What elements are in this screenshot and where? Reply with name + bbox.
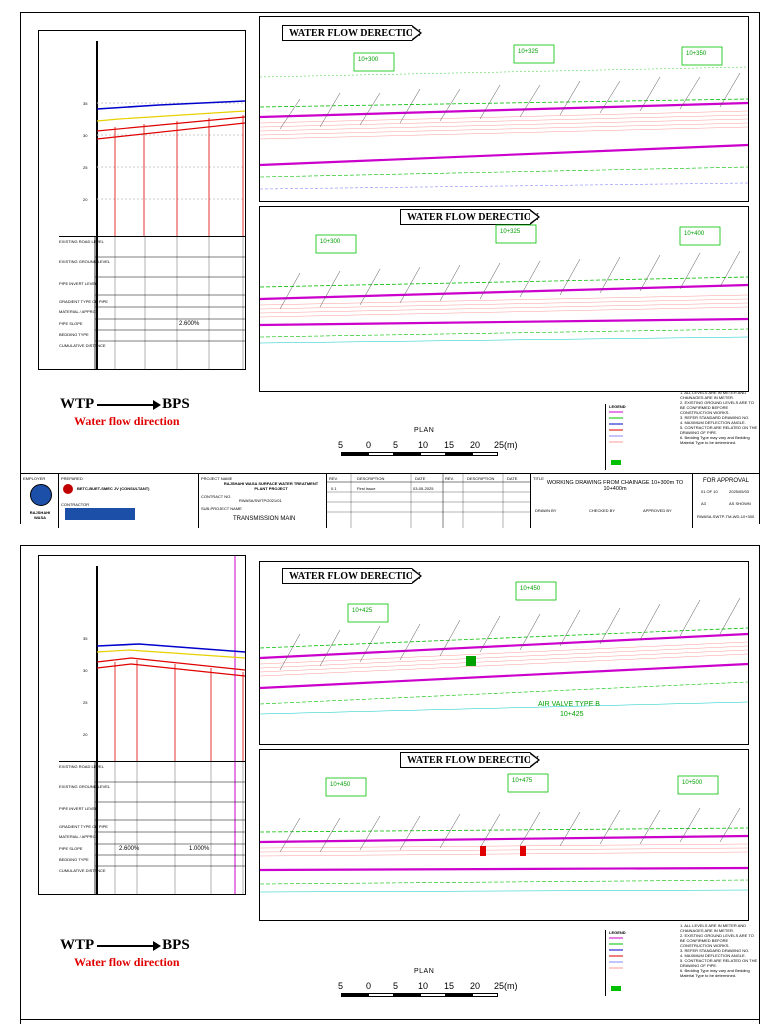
wtp-label: WTP xyxy=(60,396,95,412)
project-label: PROJECT NAME xyxy=(201,476,233,481)
callout-top-1: 10+425 xyxy=(352,608,373,614)
longitudinal-profile xyxy=(38,555,246,895)
scale-tick: 20 xyxy=(470,440,481,450)
plan-label: PLAN xyxy=(414,427,435,434)
scale-bar xyxy=(338,440,518,462)
scale-bar xyxy=(338,981,518,1003)
scale-tick: 15 xyxy=(444,440,455,450)
profile-axis-35: 35 xyxy=(83,636,88,641)
water-flow-direction-text: Water flow direction xyxy=(74,414,180,428)
paper-size: A3 xyxy=(701,501,706,506)
pipe-slope-value-2: 1.000% xyxy=(189,846,210,852)
profile-axis-25: 25 xyxy=(83,165,88,170)
legend-title: LEGEND xyxy=(609,404,626,409)
pipe-slope-value: 2.600% xyxy=(119,846,140,852)
subproject-name: TRANSMISSION MAIN xyxy=(233,516,296,522)
notes: 1. ALL LEVELS ARE IN METER AND CHAINAGES ARE IN METER. 2. EXISTING GROUND LEVELS ARE TO BE CONFIRMED BEFORE CONSTRUCTION WORKS. 3. REFER STANDARD DRAWING NO. 4. MAXIMUM DEFLECTION ANGLE. 5. CONTRACTOR ARE RELATED ON THE DRAWING OF PIPE. 6. Bedding Type may vary and Bedding Material Type to be determined. xyxy=(680,923,758,978)
water-flow-direction-text: Water flow direction xyxy=(74,955,180,969)
profile-axis-25: 25 xyxy=(83,700,88,705)
sheet-gap xyxy=(0,528,768,545)
contract-no: RWASA/SWTP/2021/01 xyxy=(239,498,282,503)
legend xyxy=(605,404,676,470)
date-col: DATE xyxy=(415,476,426,481)
row-label-gradient: GRADIENT TYPE OF PIPE xyxy=(59,824,108,829)
row-label-road-level: EXISTING ROAD LEVEL xyxy=(59,239,104,244)
scale-tick: 0 xyxy=(366,981,372,991)
title-label: TITLE xyxy=(533,476,544,481)
callout-bottom-3: 10+400 xyxy=(684,231,705,237)
flow-wtp-bps xyxy=(60,396,190,413)
scale-tick: 5 xyxy=(338,981,344,991)
profile-axis-30: 30 xyxy=(83,133,88,138)
plan-view-bottom xyxy=(259,206,749,392)
callout-top-3: 10+350 xyxy=(686,51,707,57)
scale-tick: 0 xyxy=(366,440,372,450)
pipe-slope-value: 2.600% xyxy=(179,321,200,327)
row-label-road-level: EXISTING ROAD LEVEL xyxy=(59,764,104,769)
callout-bottom-3: 10+500 xyxy=(682,780,703,786)
rev-col: REV. xyxy=(329,476,338,481)
scale-tick: 5 xyxy=(393,981,399,991)
drawing-title: WORKING DRAWING FROM CHAINAGE 10+300m TO 10+400m xyxy=(546,480,684,492)
plan-view-bottom xyxy=(259,749,749,921)
plan-view-top xyxy=(259,16,749,202)
checked-by-label: CHECKED BY xyxy=(589,508,616,513)
profile-axis-30: 30 xyxy=(83,668,88,673)
scale-tick: 25(m) xyxy=(494,981,518,991)
profile-axis-20: 20 xyxy=(83,197,88,202)
row-label-bedding: BEDDING TYPE xyxy=(59,332,89,337)
row-label-pipe-slope: PIPE SLOPE xyxy=(59,846,83,851)
row-label-gradient: GRADIENT TYPE OF PIPE xyxy=(59,299,108,304)
approved-by-label: APPROVED BY xyxy=(643,508,672,513)
row-label-ground-level: EXISTING GROUND LEVEL xyxy=(59,259,111,264)
drawing-sheet-2 xyxy=(0,545,768,1024)
desc-col: DESCRIPTION xyxy=(357,476,385,481)
drawing-title-cell xyxy=(531,474,693,528)
water-flow-banner: WATER FLOW DERECTION xyxy=(400,752,530,768)
row-label-distance: CUMULATIVE DISTANCE xyxy=(59,343,106,348)
project-name: RAJSHAHI WASA SURFACE WATER TREATMENT PLANT PROJECT xyxy=(223,481,319,491)
profile-data-table xyxy=(59,236,245,369)
rev-value: 0.1 xyxy=(331,486,337,491)
contractor-label: CONTRACTOR xyxy=(61,502,90,507)
row-label-pipe-slope: PIPE SLOPE xyxy=(59,321,83,326)
title-block xyxy=(21,473,759,528)
rev-date: 03-05-2025 xyxy=(413,486,434,491)
plan-label: PLAN xyxy=(414,968,435,975)
scale-tick: 10 xyxy=(418,981,429,991)
row-label-material: MATERIAL / APPROX xyxy=(59,309,99,314)
sheet-info-cell xyxy=(693,474,759,528)
scale-tick: 5 xyxy=(338,440,344,450)
callout-bottom-2: 10+475 xyxy=(512,778,533,784)
scale-tick: 15 xyxy=(444,981,455,991)
flow-wtp-bps xyxy=(60,937,190,954)
drawing-scale: AS SHOWN xyxy=(729,501,751,506)
drawn-by-label: DRAWN BY xyxy=(535,508,557,513)
row-label-material: MATERIAL / APPROX xyxy=(59,834,99,839)
rev-description: First Issue xyxy=(357,486,376,491)
rajshahi-wasa-logo-icon xyxy=(30,484,52,506)
title-block-partial xyxy=(21,1019,759,1024)
scale-tick: 10 xyxy=(418,440,429,450)
scale-tick: 5 xyxy=(393,440,399,450)
row-label-invert-level: PIPE INVERT LEVEL xyxy=(59,281,98,286)
callout-top-2: 10+450 xyxy=(520,586,541,592)
water-flow-banner: WATER FLOW DERECTION xyxy=(282,25,412,41)
callout-bottom-2: 10+325 xyxy=(500,229,521,235)
revision-cell xyxy=(327,474,531,528)
profile-data-table xyxy=(59,761,245,894)
water-flow-banner: WATER FLOW DERECTION xyxy=(282,568,412,584)
wtp-label: WTP xyxy=(60,937,95,953)
flow-arrow-icon xyxy=(97,404,159,406)
employer-name: RAJSHAHI WASA xyxy=(29,510,51,520)
callout-bottom-1: 10+300 xyxy=(320,239,341,245)
prepared-label: PREPARED xyxy=(61,476,83,481)
employer-cell xyxy=(21,474,59,528)
row-label-invert-level: PIPE INVERT LEVEL xyxy=(59,806,98,811)
desc-col: DESCRIPTION xyxy=(467,476,495,481)
longitudinal-profile xyxy=(38,30,246,370)
row-label-bedding: BEDDING TYPE xyxy=(59,857,89,862)
scale-tick: 25(m) xyxy=(494,440,518,450)
air-valve-chainage: 10+425 xyxy=(560,711,584,718)
subproject-label: SUB-PROJECT NAME xyxy=(201,506,242,511)
issue-date: 2025/05/03 xyxy=(729,489,750,494)
employer-label: EMPLOYER xyxy=(23,476,46,481)
profile-axis-20: 20 xyxy=(83,732,88,737)
legend xyxy=(605,930,676,996)
callout-bottom-1: 10+450 xyxy=(330,782,351,788)
row-label-distance: CUMULATIVE DISTANCE xyxy=(59,868,106,873)
sheet-no: 01 OF 10 xyxy=(701,489,718,494)
consultant-logo-icon xyxy=(63,484,73,494)
flow-arrow-icon xyxy=(97,945,159,947)
air-valve-label: AIR VALVE TYPE B xyxy=(538,701,600,708)
bps-label: BPS xyxy=(162,396,190,412)
notes: 1. ALL LEVELS ARE IN METER AND CHAINAGES ARE IN METER. 2. EXISTING GROUND LEVELS ARE TO BE CONFIRMED BEFORE CONSTRUCTION WORKS. 3. REFER STANDARD DRAWING NO. 4. MAXIMUM DEFLECTION ANGLE. 5. CONTRACTOR ARE RELATED ON THE DRAWING OF PIPE. 6. Bedding Type may vary and Bedding Material Type to be determined. xyxy=(680,390,758,445)
contract-label: CONTRACT NO. xyxy=(201,494,232,499)
legend-title: LEGEND xyxy=(609,930,626,935)
scale-tick: 20 xyxy=(470,981,481,991)
callout-top-1: 10+300 xyxy=(358,57,379,63)
rev-col: REV. xyxy=(445,476,454,481)
row-label-ground-level: EXISTING GROUND LEVEL xyxy=(59,784,111,789)
contractor-logo-icon xyxy=(65,508,135,520)
status-text: FOR APPROVAL xyxy=(703,478,749,484)
consultant-name: BETC-BUET-SMEC JV (CONSULTANT) xyxy=(77,486,150,491)
plan-view-top xyxy=(259,561,749,745)
bps-label: BPS xyxy=(162,937,190,953)
date-col: DATE xyxy=(507,476,518,481)
water-flow-banner: WATER FLOW DERECTION xyxy=(400,209,530,225)
callout-top-2: 10+325 xyxy=(518,49,539,55)
profile-axis-35: 35 xyxy=(83,101,88,106)
consultant-cell xyxy=(59,474,199,528)
project-cell xyxy=(199,474,327,528)
drawing-number: RWASA-SWTP-TM-WD-10+300 xyxy=(697,514,755,519)
